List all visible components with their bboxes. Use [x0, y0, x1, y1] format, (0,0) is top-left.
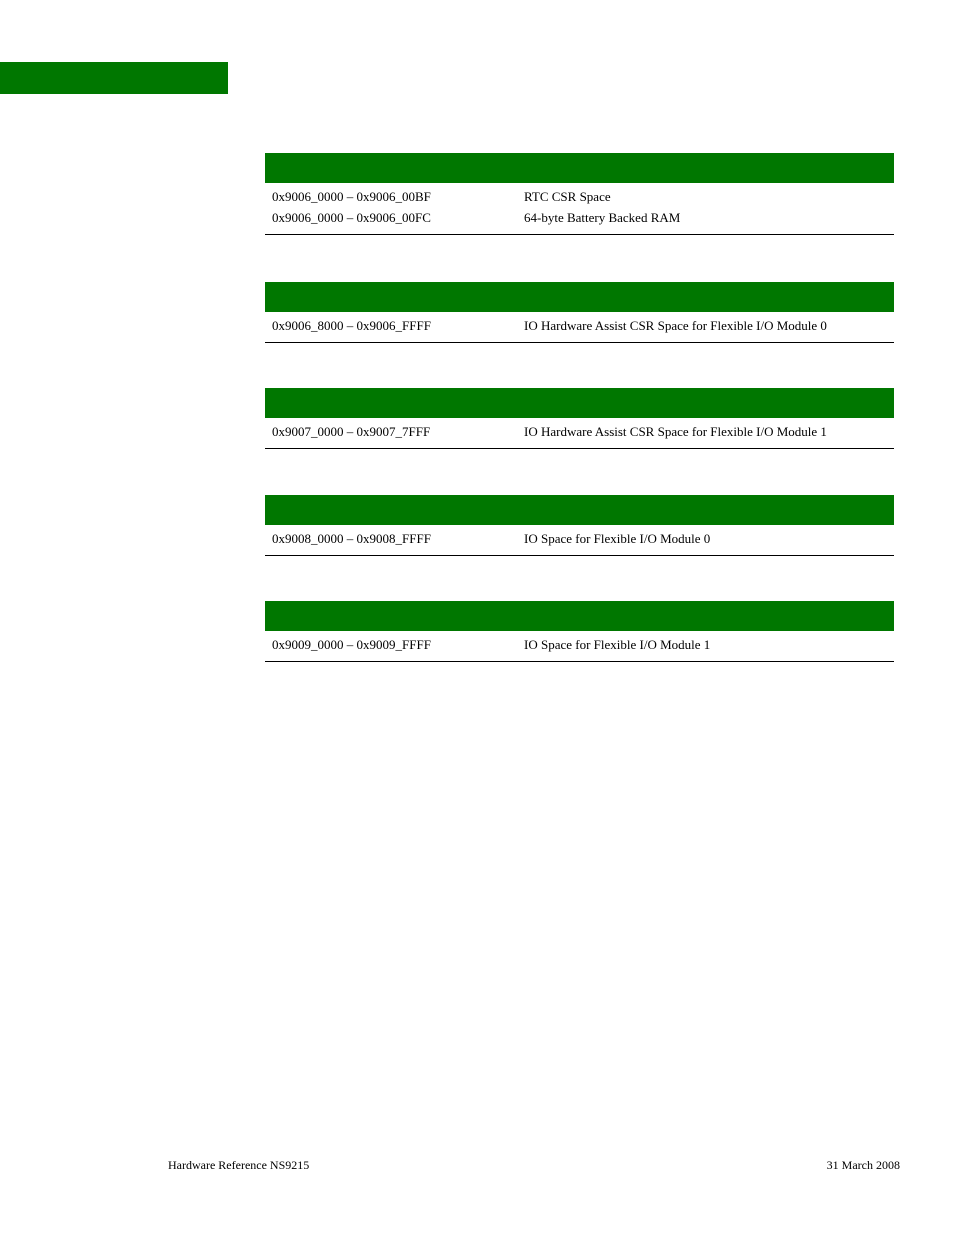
- table-row: [265, 528, 894, 549]
- table-body: [265, 312, 894, 342]
- address-range: 0x9009_0000 – 0x9009_FFFF: [272, 637, 431, 652]
- table-header-bar: [265, 153, 894, 183]
- address-description: IO Hardware Assist CSR Space for Flexible I/O Module 0: [524, 318, 827, 333]
- address-range: 0x9006_8000 – 0x9006_FFFF: [272, 318, 431, 333]
- address-range: 0x9006_0000 – 0x9006_00BF: [272, 189, 431, 204]
- table-row: [265, 315, 894, 336]
- address-range: 0x9008_0000 – 0x9008_FFFF: [272, 531, 431, 546]
- memory-map-table-hw-assist-0: [265, 282, 894, 343]
- memory-map-table-rtc: [265, 153, 894, 235]
- memory-map-table-hw-assist-1: [265, 388, 894, 449]
- table-header-bar: [265, 388, 894, 418]
- table-body: [265, 418, 894, 448]
- memory-map-table-io-space-1: [265, 601, 894, 662]
- address-range: 0x9006_0000 – 0x9006_00FC: [272, 210, 431, 225]
- address-range: 0x9007_0000 – 0x9007_7FFF: [272, 424, 431, 439]
- table-row: [265, 634, 894, 655]
- address-description: IO Space for Flexible I/O Module 1: [524, 637, 711, 652]
- address-description: 64-byte Battery Backed RAM: [524, 210, 681, 225]
- table-header-bar: [265, 282, 894, 312]
- memory-map-table-io-space-0: [265, 495, 894, 556]
- address-description: RTC CSR Space: [524, 189, 611, 204]
- address-description: IO Hardware Assist CSR Space for Flexible I/O Module 1: [524, 424, 827, 439]
- table-body: [265, 525, 894, 555]
- table-row: [265, 186, 894, 207]
- table-body: [265, 183, 894, 234]
- footer-date: 31 March 2008: [826, 1158, 900, 1172]
- table-row: [265, 207, 894, 228]
- table-row: [265, 421, 894, 442]
- address-description: IO Space for Flexible I/O Module 0: [524, 531, 711, 546]
- footer-document-title: Hardware Reference NS9215: [168, 1158, 310, 1172]
- table-body: [265, 631, 894, 661]
- table-header-bar: [265, 495, 894, 525]
- table-header-bar: [265, 601, 894, 631]
- chapter-tab-bar: [0, 62, 228, 94]
